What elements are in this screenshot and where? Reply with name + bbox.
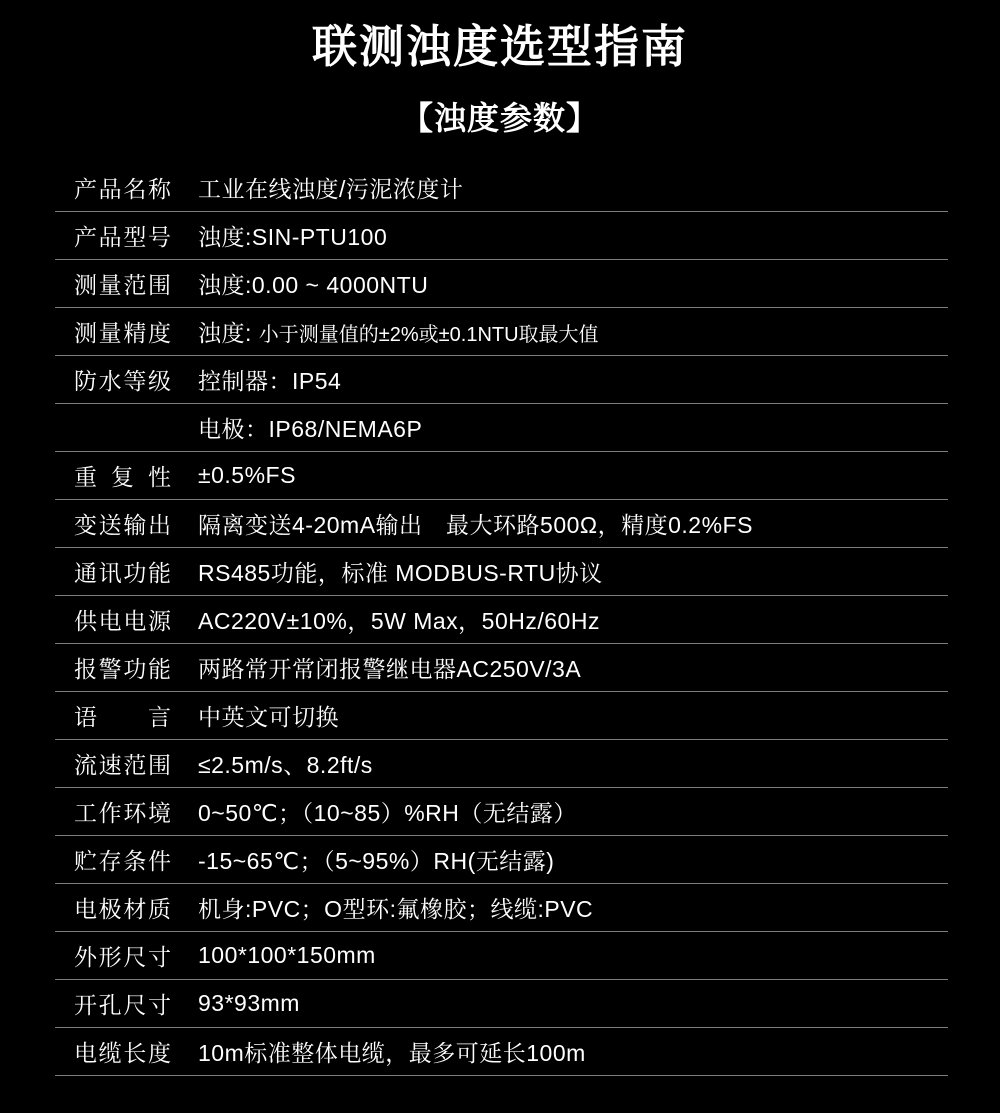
row-value: 10m标准整体电缆，最多可延长100m <box>198 1040 586 1066</box>
row-value: 两路常开常闭报警继电器AC250V/3A <box>198 656 582 682</box>
row-value: 100*100*150mm <box>198 942 376 968</box>
row-label: 电缆长度 <box>74 1040 171 1066</box>
row-label: 通讯功能 <box>74 560 171 586</box>
row-value: 中英文可切换 <box>198 704 339 730</box>
table-row <box>55 740 948 788</box>
row-value: -15~65℃；（5~95%）RH(无结露) <box>198 848 555 874</box>
row-value-prefix: 浊度: <box>198 320 259 346</box>
row-value: 93*93mm <box>198 990 300 1016</box>
row-label: 防水等级 <box>74 368 171 394</box>
table-row <box>55 404 948 452</box>
row-value: 控制器：IP54 <box>198 368 342 394</box>
row-label: 开孔尺寸 <box>74 992 171 1018</box>
row-value: AC220V±10%，5W Max，50Hz/60Hz <box>198 608 600 634</box>
table-row <box>55 212 948 260</box>
table-row <box>55 692 948 740</box>
table-row <box>55 932 948 980</box>
table-row <box>55 452 948 500</box>
row-label: 供电电源 <box>74 608 171 634</box>
row-label: 产品型号 <box>74 224 171 250</box>
row-label: 报警功能 <box>74 656 171 682</box>
row-value <box>198 315 599 348</box>
table-row <box>55 884 948 932</box>
row-label: 语言 <box>74 704 171 730</box>
row-value: ±0.5%FS <box>198 462 296 488</box>
row-label: 工作环境 <box>74 800 171 826</box>
row-label: 产品名称 <box>74 176 171 202</box>
table-row <box>55 164 948 212</box>
spec-table <box>55 164 948 1076</box>
row-value: 电极：IP68/NEMA6P <box>198 416 423 442</box>
table-row <box>55 1028 948 1076</box>
row-value-small: 小于测量值的±2%或±0.1NTU取最大值 <box>258 324 599 346</box>
row-value: 工业在线浊度/污泥浓度计 <box>198 176 464 202</box>
row-label: 测量精度 <box>74 320 171 346</box>
row-label: 外形尺寸 <box>74 944 171 970</box>
table-row <box>55 356 948 404</box>
row-value: 浊度:0.00 ~ 4000NTU <box>198 272 429 298</box>
row-value: RS485功能，标准 MODBUS-RTU协议 <box>198 560 603 586</box>
row-label: 电极材质 <box>74 896 171 922</box>
table-row <box>55 308 948 356</box>
table-row <box>55 260 948 308</box>
row-label: 变送输出 <box>74 512 171 538</box>
row-value: 浊度:SIN-PTU100 <box>198 224 388 250</box>
row-value: 0~50℃；（10~85）%RH（无结露） <box>198 800 577 826</box>
row-label: 流速范围 <box>74 752 171 778</box>
row-label: 测量范围 <box>74 272 171 298</box>
row-value: 机身:PVC；O型环:氟橡胶；线缆:PVC <box>198 896 594 922</box>
row-label: 重复性 <box>74 464 171 490</box>
page-subtitle: 【浊度参数】 <box>400 100 599 136</box>
table-row <box>55 596 948 644</box>
table-row <box>55 836 948 884</box>
table-row <box>55 788 948 836</box>
table-row <box>55 980 948 1028</box>
row-value: 隔离变送4-20mA输出 最大环路500Ω，精度0.2%FS <box>198 512 753 538</box>
table-row <box>55 548 948 596</box>
row-value: ≤2.5m/s、8.2ft/s <box>198 752 373 778</box>
table-row <box>55 644 948 692</box>
table-row <box>55 500 948 548</box>
row-label: 贮存条件 <box>74 848 171 874</box>
page-title: 联测浊度选型指南 <box>311 21 688 72</box>
